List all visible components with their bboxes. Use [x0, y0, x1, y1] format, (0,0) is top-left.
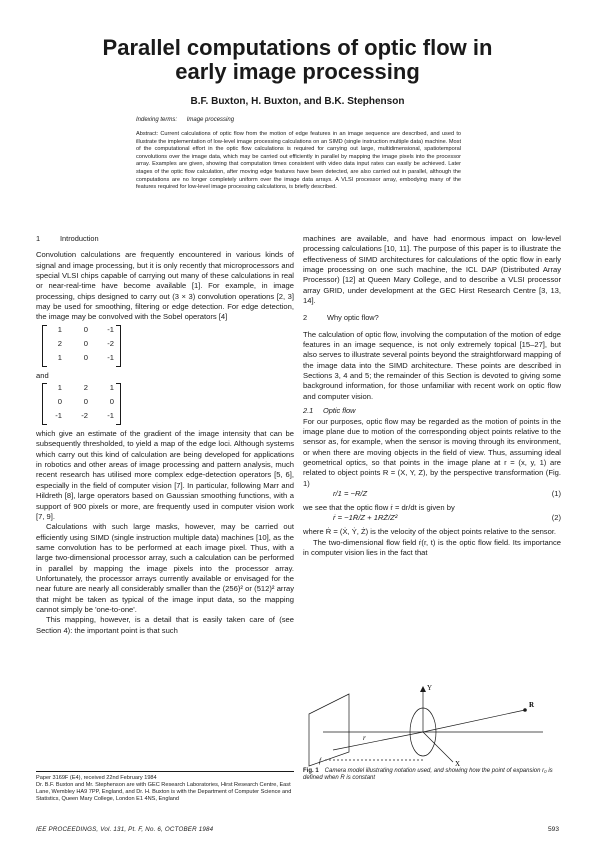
right-column	[303, 234, 561, 558]
title-line-1: Parallel computations of optic flow in	[102, 35, 493, 60]
paragraph: For our purposes, optic flow may be regarded as the motion of points in the image plane due to motion of the corresponding object points relative to the sensor as, for example, when the sensor is moving through its environment, or when there are moving objects in the field of view. Thus, assuming ideal geometrical optics, so that points in the image plane at r = (x, y, 1) are related to object points R = (X, Y, Z), by the perspective transformation (Fig. 1)	[303, 416, 561, 488]
matrix-cell: 0	[83, 338, 88, 348]
figure-label-R: R	[529, 701, 535, 709]
figure-caption	[303, 768, 561, 783]
footnote-paper-info: Paper 3169F (E4), received 22nd February 1984	[36, 775, 157, 781]
authors: B.F. Buxton, H. Buxton, and B.K. Stephenson	[190, 96, 405, 107]
sobel-matrix-1	[36, 325, 294, 369]
image-plane	[309, 694, 349, 766]
matrix-cell: -2	[81, 411, 88, 421]
matrix-cell: 0	[83, 352, 88, 362]
caption-text: Camera model illustrating notation used, and showing how the point of expansion r₀ is defined when R is constant	[303, 768, 553, 782]
paragraph: which give an estimate of the gradient of the image intensity that can be subsequently thresholded, to yield a map of the edge loci. Although systems which carry out this kind of calculation are being developed for applications in robotics and other areas of image processing and pattern analysis, much recent research has utilised more complex edge-detection operators [5, 6], especially in the field of computer vision [7]. In particular, following Marr and Hildreth [8], large operators based on Gaussian smoothing functions, with a support of 900 pixels or more, are frequently used in computer vision work [7, 9].	[36, 429, 294, 521]
equation-body: ṙ = −1Ṙ/Z + 1RŻ/Z²	[333, 513, 398, 523]
figure-label-x: X	[455, 760, 461, 768]
matrix-cell: 2	[83, 383, 88, 393]
subsection-title: Optic flow	[323, 406, 356, 416]
left-column	[36, 234, 294, 636]
section-heading-why-optic-flow	[303, 313, 561, 323]
matrix-bracket-right	[116, 383, 121, 425]
matrix-cell: 1	[109, 383, 114, 393]
section-number: 1	[36, 234, 41, 243]
x-axis-line	[423, 732, 453, 762]
connector-word: and	[36, 370, 49, 380]
footnote-affiliations: Dr. B.F. Buxton and Mr. Stephenson are with GEC Research Laboratories, Hirst Research Centre, East Lane, Wembley HA9 7PP, England, and Dr. H. Buxton is with the Department of Computer Science and Statistics, Queen Mary College, London E1 4NS, England	[36, 782, 292, 802]
matrix-cell: -1	[107, 324, 114, 334]
matrix-cell: 0	[83, 397, 88, 407]
matrix-cell: -1	[107, 352, 114, 362]
matrix-cell: -2	[107, 338, 114, 348]
caption-label: Fig. 1	[303, 768, 319, 774]
journal-citation: IEE PROCEEDINGS, Vol. 131, Pt. F, No. 6, OCTOBER 1984	[36, 826, 214, 833]
figure-label-r: r	[363, 734, 366, 742]
section-number: 2	[303, 313, 308, 323]
matrix-cell: 0	[83, 324, 88, 334]
figure-label-f: f	[319, 757, 321, 765]
footnote	[36, 771, 294, 803]
sobel-matrix-2	[36, 383, 294, 427]
object-point	[523, 708, 527, 712]
title-line-2: early image processing	[175, 59, 420, 84]
image-ray	[333, 732, 423, 750]
paper-title	[40, 36, 555, 84]
indexing-terms	[136, 117, 234, 123]
equation-number: (2)	[551, 513, 561, 523]
paragraph: where Ṙ = (Ẋ, Ẏ, Ż) is the velocity of the object points relative to the sensor.	[303, 527, 557, 537]
page-number: 593	[547, 826, 559, 833]
abstract: Abstract: Current calculations of optic flow from the motion of edge features in an image sequence are described, and used to illustrate the implementation of low-level image processing calculations on an SIMD (single instruction multiple data) machine. Most of the computational effort in the optic flow calculations is required for carrying out large, multidimensional, spatiotemporal convolutions over the image data, which may be carried out efficiently in parallel by mapping the image pixels into the processor array. Examples are given, showing that computation times consistent with video data input rates can easily be achieved. Later stages of the optic flow calculation, after moving edge features have been detected, are also carried out in parallel, although the computations are no longer completely uniform over the image data arrays. A VLSI processor array, embodying many of the features required for low-level image processing calculations, is briefly described.	[136, 131, 461, 191]
indexing-label: Indexing terms:	[136, 117, 178, 123]
equation-2	[303, 513, 561, 527]
equation-body: r/1 = −R/Z	[333, 488, 368, 498]
matrix-cell: 1	[57, 324, 62, 334]
matrix-cell: -1	[107, 411, 114, 421]
object-ray	[423, 710, 525, 732]
paragraph: Convolution calculations are frequently encountered in various kinds of signal and image processing, but it is only recently that microprocessors and special VLSI chips capable of carrying out many of these calculations in real or near-real-time have become available [1]. For example, in image processing, chips designed to carry out (3 × 3) convolution operations [2, 3] may be used for smoothing, filtering or edge detection. For edge detection, the image may be convolved with the Sobel operators [4]	[36, 250, 294, 322]
subsection-heading-optic-flow	[303, 406, 561, 416]
matrix-cell: 2	[57, 338, 62, 348]
matrix-bracket-right	[116, 325, 121, 367]
y-axis-arrow	[420, 686, 426, 692]
paragraph: machines are available, and have had enormous impact on low-level processing calculations [10, 11]. The purpose of this paper is to illustrate the effectiveness of SIMD architectures for calculations of the optic flow in early image processing on one such machine, the ICL DAP (Distributed Array Processor) [12] at Queen Mary College, and to describe a VLSI processor array GRID, under development at the GEC Hirst Research Centre [3, 13, 14].	[303, 234, 561, 306]
equation-1	[303, 489, 561, 503]
matrix-cell: 0	[57, 397, 62, 407]
section-title: Why optic flow?	[327, 313, 379, 323]
paragraph: Calculations with such large masks, however, may be carried out efficiently using SIMD (single instruction multiple data) machines [10], as the same convolution has to be performed at each image pixel. Thus, with a large two-dimensional processor array, such a calculation can be performed in parallel by mapping the image pixels into the processor array. Unfortunately, the processor arrays currently available or envisaged for the near future are nearly all considerably smaller than the (256)² or (512)² array that might be taken as typical of the image input data, so the mapping cannot simply be 'one-to-one'.	[36, 522, 294, 614]
matrix-cell: 0	[109, 397, 114, 407]
indexing-value: Image processing	[186, 117, 235, 123]
equation-number: (1)	[551, 488, 561, 498]
footnote-rule	[36, 771, 294, 772]
section-title: Introduction	[60, 234, 99, 243]
figure-camera-model	[303, 680, 561, 768]
paragraph: we see that the optic flow ṙ = dr/dt is given by	[303, 502, 455, 512]
section-heading-introduction	[36, 234, 294, 244]
paragraph: The calculation of optic flow, involving the computation of the motion of edge features in an image sequence, is not only extremely topical [15–27], but also serves to illustrate several points beyond the straightforward mapping of the image data into the SIMD architecture. These points are described in Sections 3, 4 and 5; the remainder of this Section is devoted to giving some background information, for those unfamiliar with recent work on optic flow and computer vision.	[303, 329, 561, 401]
matrix-cell: 1	[57, 383, 62, 393]
paragraph: The two-dimensional flow field ṙ(r, t) is the optic flow field. Its importance in computer vision lies in the fact that	[303, 537, 561, 557]
subsection-number: 2.1	[303, 406, 314, 416]
paragraph: This mapping, however, is a detail that is easily taken care of (see Section 4): the important point is that such	[36, 615, 294, 635]
matrix-cell: 1	[57, 352, 62, 362]
figure-label-y: Y	[427, 684, 433, 692]
matrix-cell: -1	[55, 411, 62, 421]
